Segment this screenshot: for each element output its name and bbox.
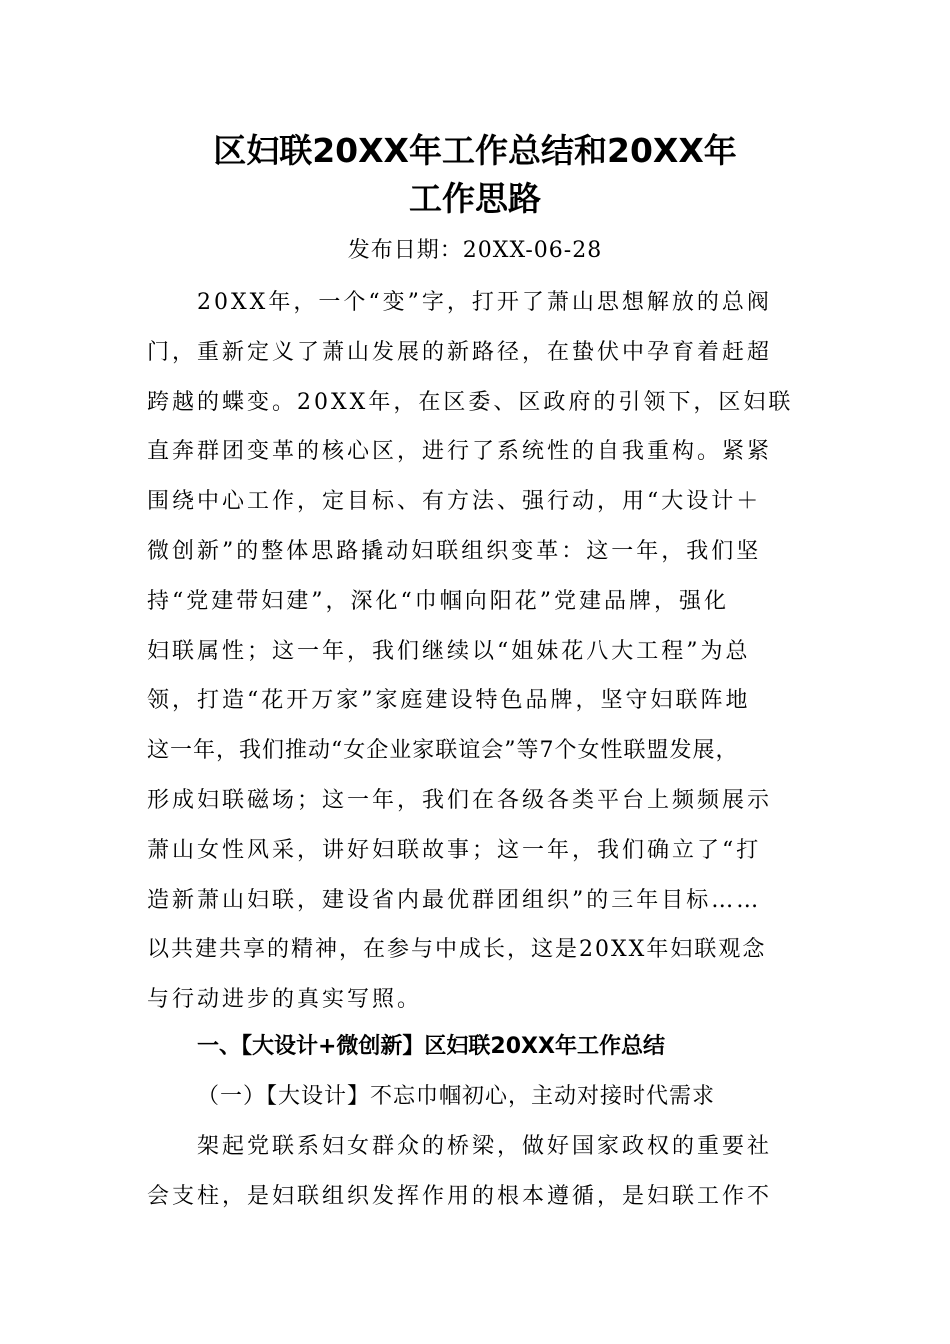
paragraph-line: 萧山女性风采，讲好妇联故事；这一年，我们确立了“打 xyxy=(147,838,762,863)
paragraph-line: 跨越的蝶变。20XX年，在区委、区政府的引领下，区妇联 xyxy=(147,390,794,415)
section-subheading: （一）【大设计】不忘巾帼初心，主动对接时代需求 xyxy=(197,1084,716,1109)
paragraph-line: 微创新”的整体思路撬动妇联组织变革：这一年，我们坚 xyxy=(147,539,762,564)
paragraph-line: 造新萧山妇联，建设省内最优群团组织”的三年目标…… xyxy=(147,888,762,913)
paragraph-line: 架起党联系妇女群众的桥梁，做好国家政权的重要社 xyxy=(197,1134,773,1159)
document-title-line-1: 区妇联20XX年工作总结和20XX年 xyxy=(213,131,737,170)
paragraph-line: 20XX年，一个“变”字，打开了萧山思想解放的总阀 xyxy=(197,290,772,315)
paragraph-line: 围绕中心工作，定目标、有方法、强行动，用“大设计＋ xyxy=(147,489,762,514)
paragraph-line: 持“党建带妇建”，深化“巾帼向阳花”党建品牌，强化 xyxy=(147,589,729,614)
paragraph-line: 形成妇联磁场；这一年，我们在各级各类平台上频频展示 xyxy=(147,788,773,813)
section-heading: 一、【大设计+微创新】区妇联20XX年工作总结 xyxy=(197,1034,665,1059)
paragraph-line: 这一年，我们推动“女企业家联谊会”等7个女性联盟发展， xyxy=(147,738,739,763)
paragraph-line: 门，重新定义了萧山发展的新路径，在蛰伏中孕育着赶超 xyxy=(147,340,773,365)
paragraph-line: 以共建共享的精神，在参与中成长，这是20XX年妇联观念 xyxy=(147,937,767,962)
paragraph-line: 妇联属性；这一年，我们继续以“姐妹花八大工程”为总 xyxy=(147,639,751,664)
document-title-line-2: 工作思路 xyxy=(409,179,541,218)
publish-date: 发布日期：20XX-06-28 xyxy=(347,238,603,263)
paragraph-line: 会支柱，是妇联组织发挥作用的根本遵循，是妇联工作不 xyxy=(147,1184,773,1209)
paragraph-line: 与行动进步的真实写照。 xyxy=(147,987,423,1012)
paragraph-line: 领，打造“花开万家”家庭建设特色品牌，坚守妇联阵地 xyxy=(147,688,751,713)
paragraph-line: 直奔群团变革的核心区，进行了系统性的自我重构。紧紧 xyxy=(147,439,773,464)
